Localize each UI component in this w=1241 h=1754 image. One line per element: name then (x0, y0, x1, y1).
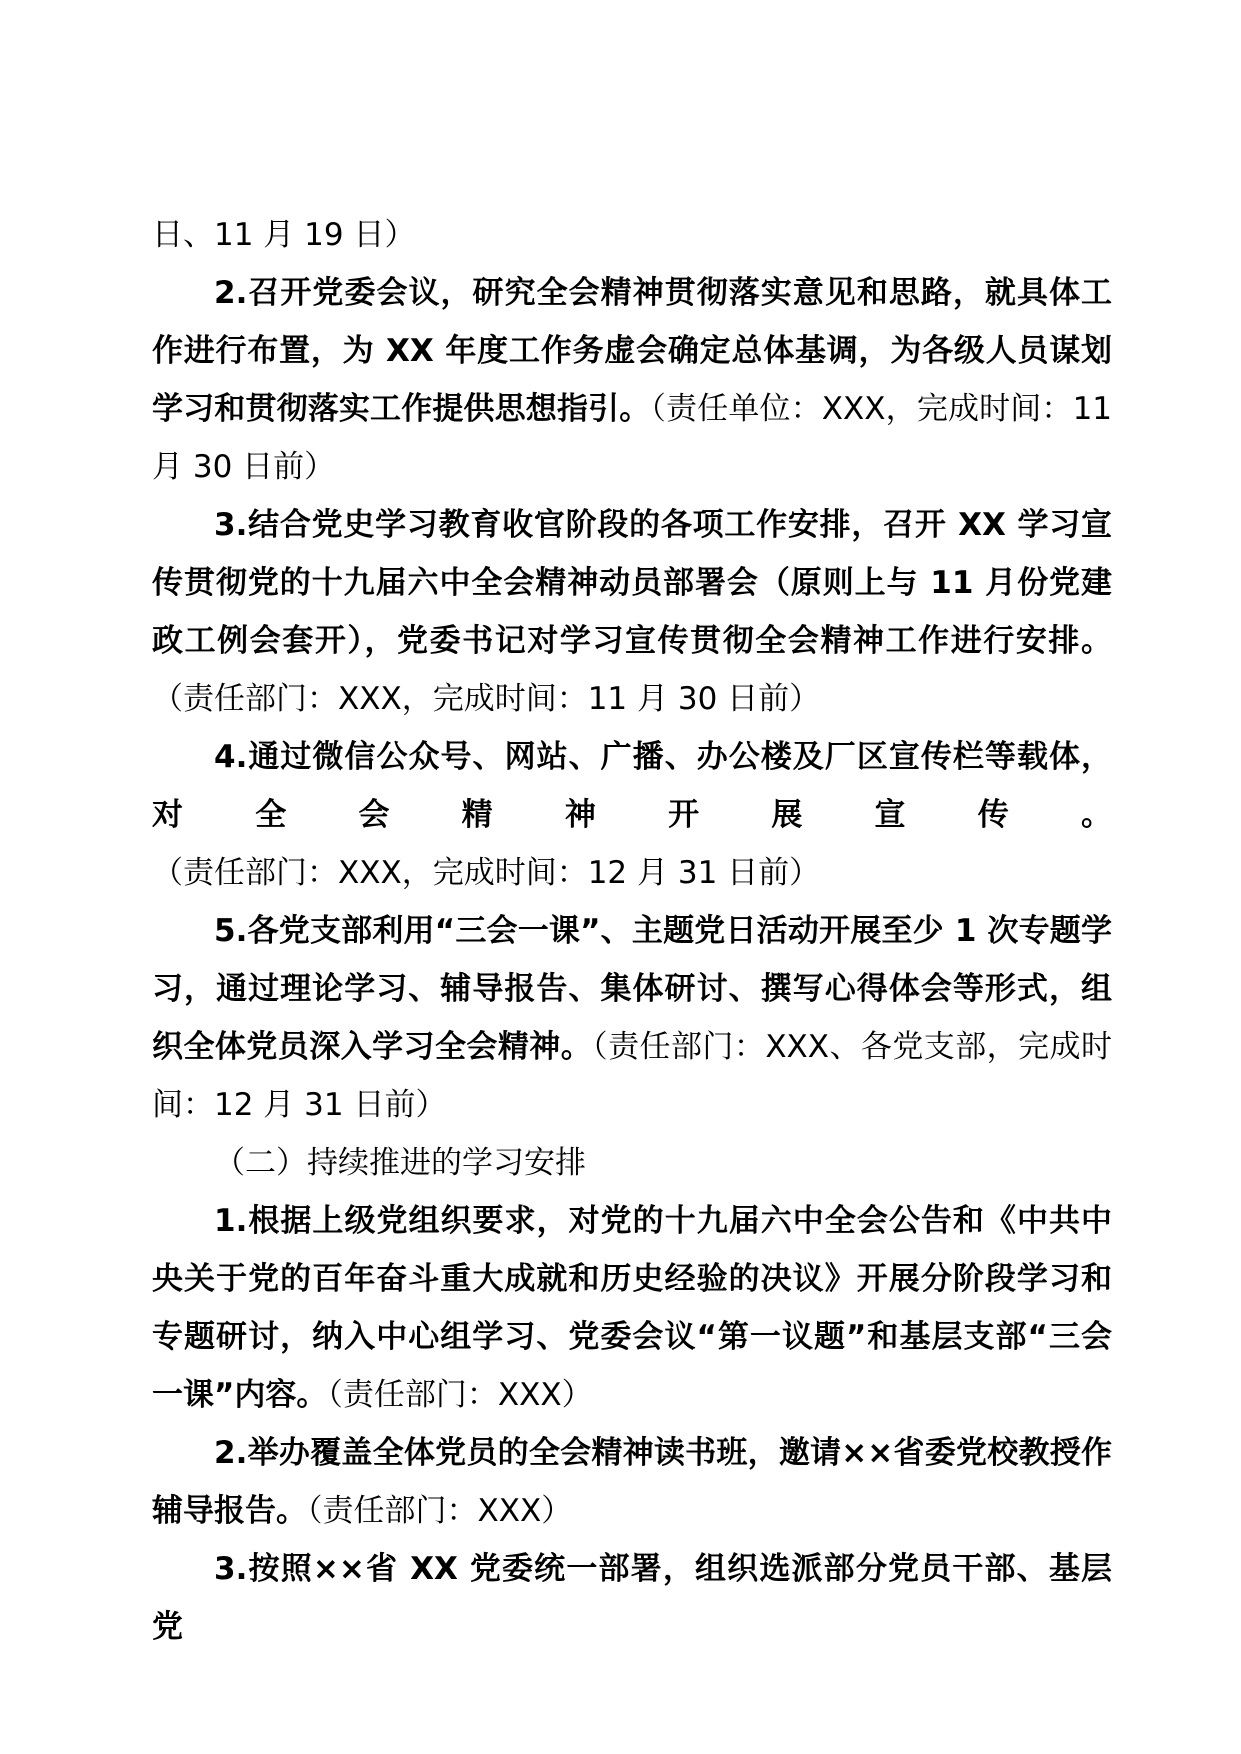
item-responsibility: （责任部门：XXX，完成时间：11 月 30 日前） (152, 681, 821, 717)
item-bold-text: 按照××省 XX 党委统一部署，组织选派部分党员干部、基层党 (152, 1551, 1112, 1645)
item-bold-text: 通过微信公众号、网站、广播、办公楼及厂区宣传栏等载体，对全会精神开展宣传。 (152, 739, 1112, 833)
item-number: 1. (214, 1203, 248, 1239)
item-2-1 (152, 1192, 1112, 1424)
item-bold-text: 根据上级党组织要求，对党的十九届六中全会公告和《中共中央关于党的百年奋斗重大成就和历史经验的决议》开展分阶段学习和专题研讨，纳入中心组学习、党委会议“第一议题”和基层支部“三会一课”内容。 (152, 1203, 1112, 1413)
item-bold-text: 结合党史学习教育收官阶段的各项工作安排，召开 XX 学习宣传贯彻党的十九届六中全会精神动员部署会（原则上与 11 月份党建政工例会套开），党委书记对学习宣传贯彻全会精神工作进行安排。 (152, 507, 1112, 659)
item-responsibility: （责任单位：XXX，完成时间：11 月 30 日前） (152, 391, 1113, 485)
section-heading-text: （二）持续推进的学习安排 (214, 1145, 586, 1181)
item-responsibility: （责任部门：XXX、各党支部，完成时间：12 月 31 日前） (152, 1029, 1112, 1123)
item-responsibility: （责任部门：XXX） (327, 1377, 593, 1413)
continuation-text: 日、11 月 19 日） (152, 217, 416, 253)
item-number: 3. (214, 1551, 248, 1587)
item-1-5 (152, 902, 1112, 1134)
item-number: 5. (214, 913, 248, 949)
item-1-3 (152, 496, 1112, 728)
item-bold-text: 各党支部利用“三会一课”、主题党日活动开展至少 1 次专题学习，通过理论学习、辅导报告、集体研讨、撰写心得体会等形式，组织全体党员深入学习全会精神。 (152, 913, 1112, 1065)
item-2-3 (152, 1540, 1112, 1656)
item-bold-text: 举办覆盖全体党员的全会精神读书班，邀请××省委党校教授作辅导报告。 (152, 1435, 1112, 1529)
document-body (152, 206, 1112, 1656)
item-responsibility: （责任部门：XXX，完成时间：12 月 31 日前） (152, 855, 821, 891)
section-heading (152, 1134, 1112, 1192)
item-number: 2. (214, 1435, 248, 1471)
item-number: 4. (214, 739, 248, 775)
continuation-line (152, 206, 1112, 264)
item-number: 2. (214, 275, 248, 311)
item-2-2 (152, 1424, 1112, 1540)
item-bold-text: 召开党委会议，研究全会精神贯彻落实意见和思路，就具体工作进行布置，为 XX 年度工作务虚会确定总体基调，为各级人员谋划学习和贯彻落实工作提供思想指引。 (152, 275, 1112, 427)
item-responsibility: （责任部门：XXX） (307, 1493, 573, 1529)
item-number: 3. (214, 507, 248, 543)
item-1-2 (152, 264, 1112, 496)
item-1-4 (152, 728, 1112, 902)
